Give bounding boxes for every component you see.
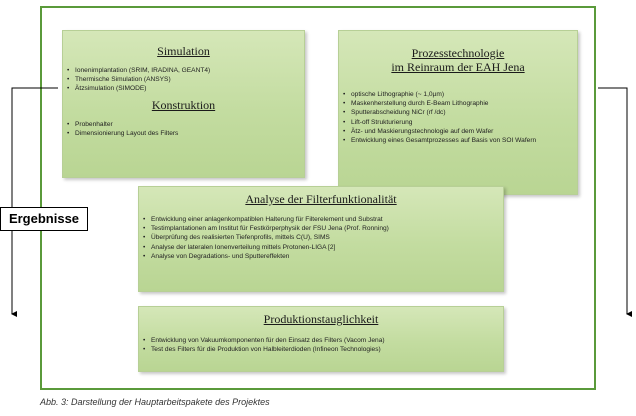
list-item: • optische Lithographie (~ 1,0µm) [341,90,569,99]
list-item: • Entwicklung einer anlagenkompatiblen Halterung für Filterelement und Substrat [141,215,503,224]
list-item: • Testimplantationen am Institut für Festkörperphysik der FSU Jena (Prof. Ronning) [141,224,503,233]
list-item: • Analyse von Degradations- und Sputtereffekten [141,252,503,261]
ergebnisse-label: Ergebnisse [0,207,88,231]
list-item: • Ionenimplantation (SRIM, IRADINA, GEANT4) [65,66,304,75]
prozess-box [338,30,578,195]
list-item: • Sputterabscheidung NiCr (rf /dc) [341,108,569,117]
list-item: • Dimensionierung Layout des Filters [65,129,304,138]
analyse-box [138,186,504,292]
prozess-list [341,90,569,145]
list-item: • Ätzsimulation (SIMODE) [65,84,304,93]
produktion-list [141,336,503,354]
list-item: • Thermische Simulation (ANSYS) [65,75,304,84]
simulation-title: Simulation [157,44,210,58]
list-item: • Überprüfung des realisierten Tiefenprofils, mittels C(U), SIMS [141,233,503,242]
left-arrow [12,88,58,314]
produktion-title: Produktionstauglichkeit [263,312,379,326]
list-item: • Test des Filters für die Produktion von Halbleiterdioden (Infineon Technologies) [141,345,503,354]
figure-caption: Abb. 3: Darstellung der Hauptarbeitspakete des Projektes [40,397,270,407]
simulation-box [62,30,305,178]
prozess-title-line1: Prozesstechnologie [411,46,505,60]
analyse-list [141,215,503,261]
right-arrow [598,88,627,314]
konstruktion-title: Konstruktion [151,97,216,112]
list-item: • Ätz- und Maskierungstechnologie auf dem Wafer [341,127,569,136]
list-item: • Probenhalter [65,120,304,129]
konstruktion-list [65,120,304,138]
list-item: • Analyse der lateralen Ionenverteilung mittels Protonen-LIGA [2] [141,243,503,252]
list-item: • Lift-off Strukturierung [341,118,569,127]
prozess-title-line2: im Reinraum der EAH Jena [391,60,525,74]
analyse-title: Analyse der Filterfunktionalität [245,192,397,206]
list-item: • Entwicklung von Vakuumkomponenten für den Einsatz des Filters (Vacom Jena) [141,336,503,345]
list-item: • Maskenherstellung durch E-Beam Lithographie [341,99,569,108]
produktion-box [138,306,504,372]
simulation-list [65,66,304,94]
list-item: • Entwicklung eines Gesamtprozesses auf Basis von SOI Wafern [341,136,569,145]
